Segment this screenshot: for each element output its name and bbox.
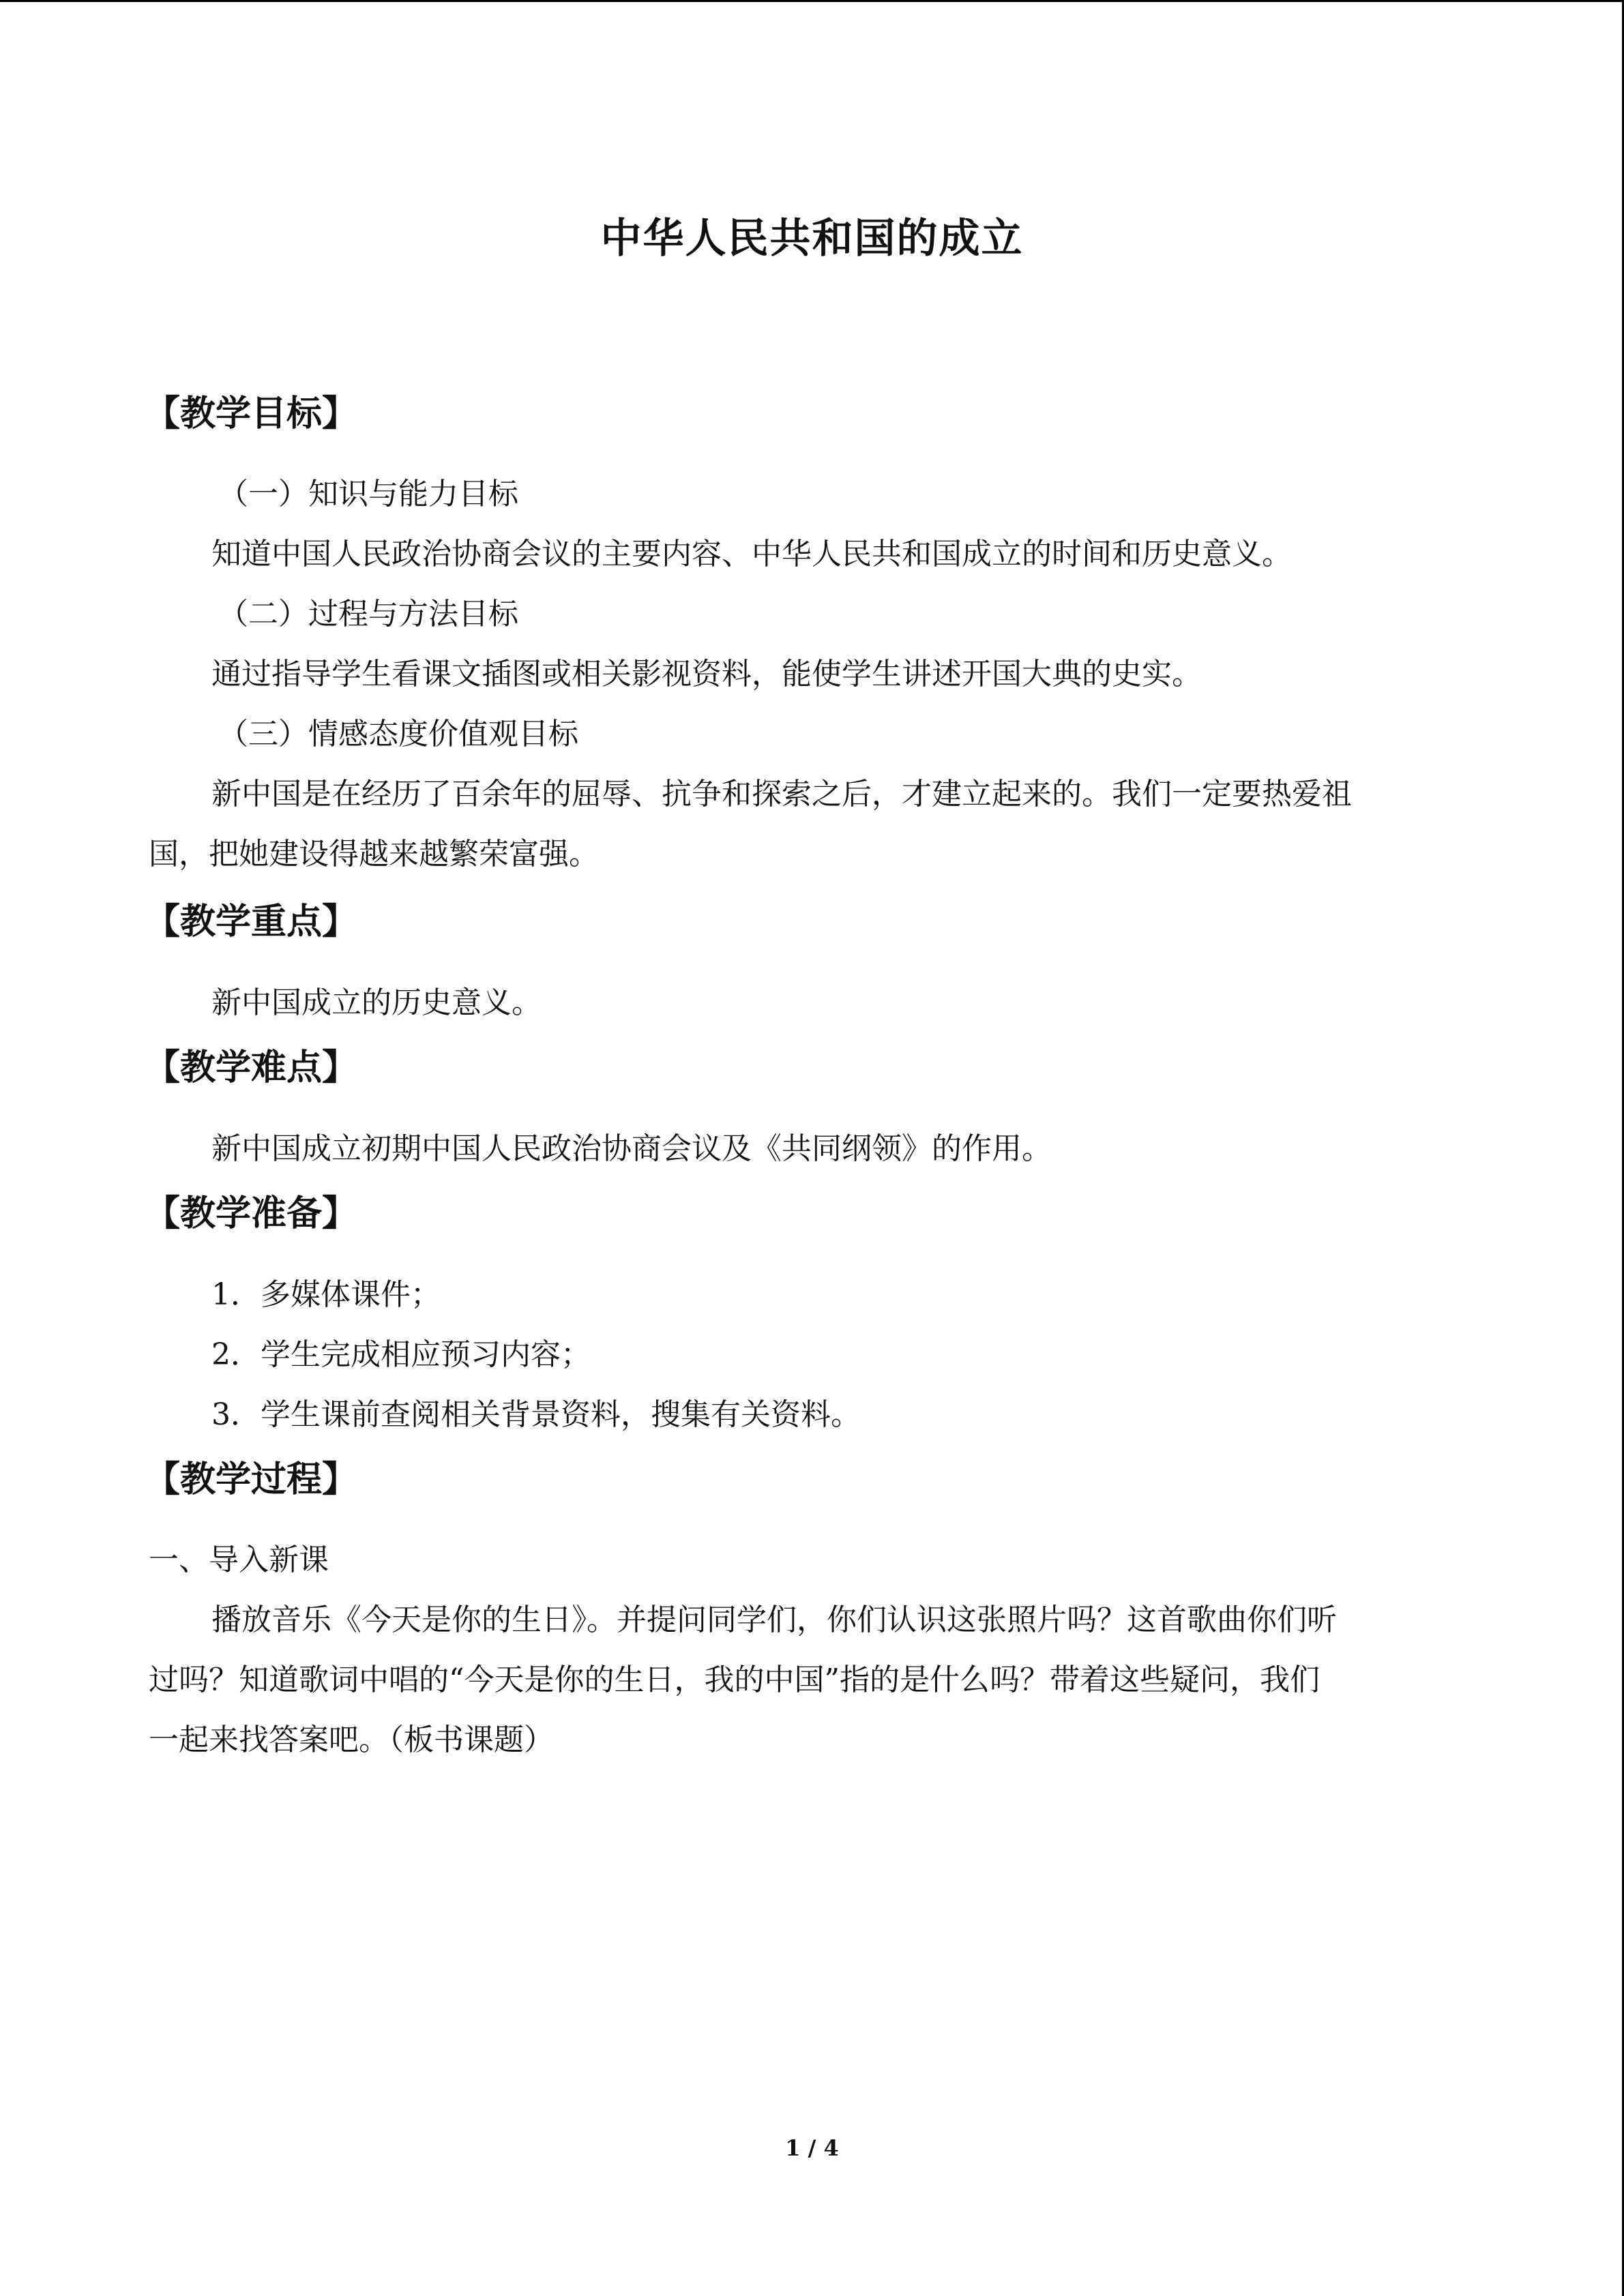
subheading-knowledge-goals: （一）知识与能力目标 bbox=[218, 477, 518, 511]
paragraph-emotion-goals-line2: 国，把她建设得越来越繁荣富强。 bbox=[149, 837, 599, 871]
list-item-preparation-1: 1．多媒体课件； bbox=[211, 1277, 441, 1312]
paragraph-difficulties: 新中国成立初期中国人民政治协商会议及《共同纲领》的作用。 bbox=[211, 1131, 1052, 1166]
document-title: 中华人民共和国的成立 bbox=[600, 215, 1024, 263]
heading-process: 【教学过程】 bbox=[145, 1459, 358, 1500]
subheading-emotion-goals: （三）情感态度价值观目标 bbox=[218, 717, 578, 751]
page-border-top bbox=[0, 0, 1624, 2]
paragraph-introduce-line1: 播放音乐《今天是你的生日》。并提问同学们，你们认识这张照片吗？这首歌曲你们听 bbox=[211, 1602, 1337, 1637]
paragraph-introduce-line3: 一起来找答案吧。（板书课题） bbox=[149, 1723, 554, 1757]
heading-difficulties: 【教学难点】 bbox=[145, 1047, 358, 1088]
paragraph-knowledge-goals: 知道中国人民政治协商会议的主要内容、中华人民共和国成立的时间和历史意义。 bbox=[211, 537, 1292, 571]
paragraph-process-goals: 通过指导学生看课文插图或相关影视资料，能使学生讲述开国大典的史实。 bbox=[211, 657, 1202, 691]
paragraph-emotion-goals-line1: 新中国是在经历了百余年的屈辱、抗争和探索之后，才建立起来的。我们一定要热爱祖 bbox=[211, 777, 1352, 811]
paragraph-key-points: 新中国成立的历史意义。 bbox=[211, 985, 542, 1020]
page-number: 1 / 4 bbox=[785, 2135, 839, 2161]
paragraph-introduce-line2: 过吗？知道歌词中唱的“今天是你的生日，我的中国”指的是什么吗？带着这些疑问，我们 bbox=[149, 1663, 1320, 1697]
list-item-preparation-3: 3．学生课前查阅相关背景资料，搜集有关资料。 bbox=[211, 1397, 861, 1432]
heading-preparation: 【教学准备】 bbox=[145, 1193, 358, 1234]
subheading-process-goals: （二）过程与方法目标 bbox=[218, 597, 518, 631]
subheading-introduce-lesson: 一、导入新课 bbox=[149, 1542, 329, 1577]
heading-teaching-goals: 【教学目标】 bbox=[145, 393, 358, 434]
list-item-preparation-2: 2．学生完成相应预习内容； bbox=[211, 1337, 591, 1372]
heading-key-points: 【教学重点】 bbox=[145, 901, 358, 942]
